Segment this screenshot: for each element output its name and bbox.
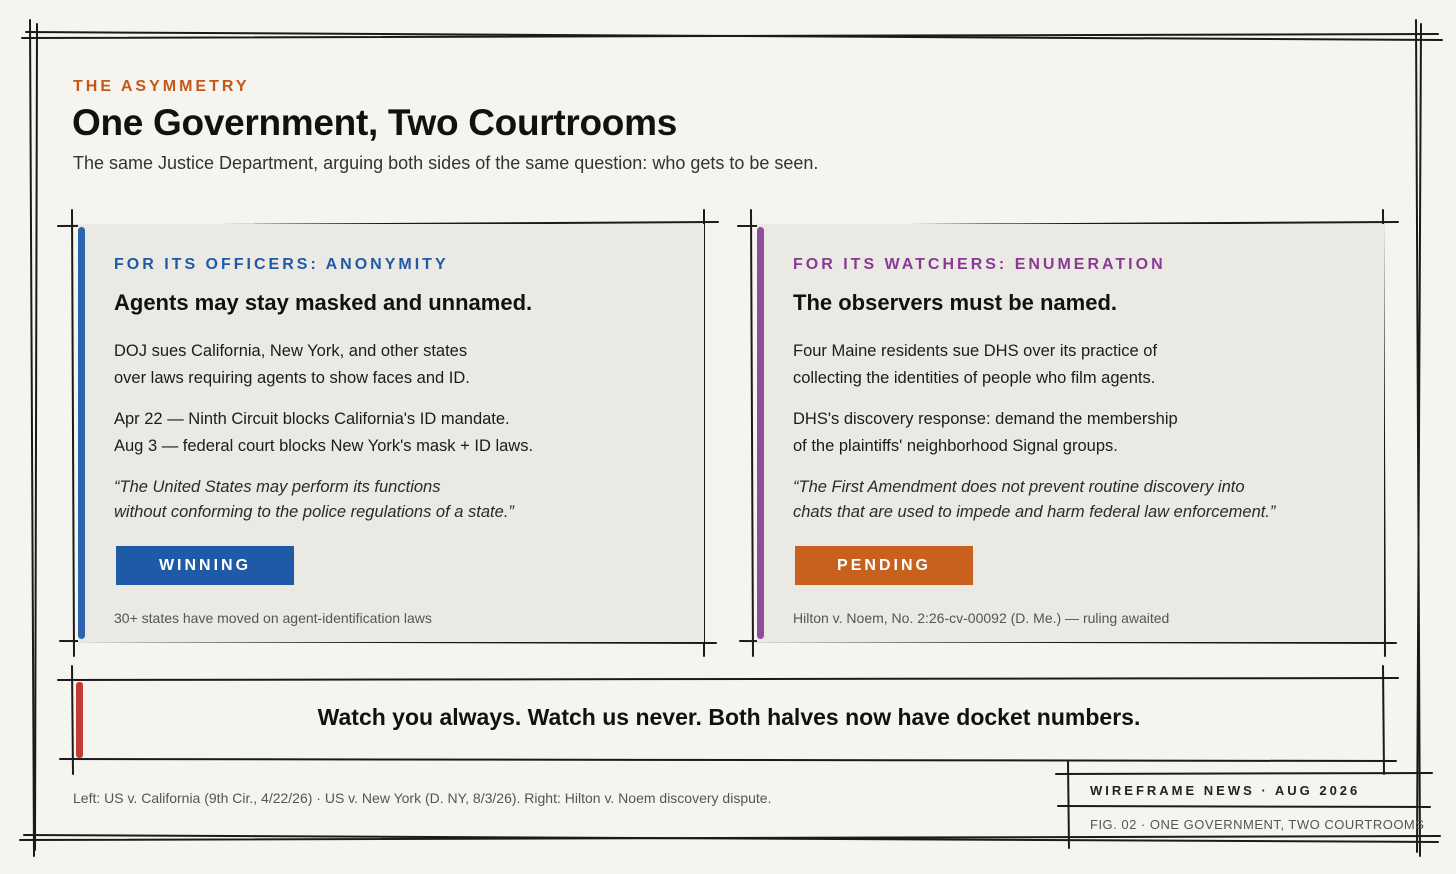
status-badge: PENDING [795,546,973,585]
page-title: One Government, Two Courtrooms [72,102,677,143]
panel-accent-bar [78,227,85,639]
summary-banner [74,680,1384,760]
source-credits: Left: US v. California (9th Cir., 4/22/26) · US v. New York (D. NY, 8/3/26). Right: Hilton v. Noem discovery dispute. [73,790,772,806]
panel-paragraph [793,338,1157,392]
quote-line: “The United States may perform its functions [114,478,441,496]
quote-line: without conforming to the police regulations of a state.” [114,502,514,521]
status-badge: WINNING [116,546,294,585]
panel-footnote: 30+ states have moved on agent-identification laws [114,610,432,626]
panel-quote [793,475,1275,524]
section-kicker: THE ASYMMETRY [73,78,250,95]
panel-headline: Agents may stay masked and unnamed. [114,290,533,315]
page-subtitle: The same Justice Department, arguing both sides of the same question: who gets to be seen. [73,153,819,173]
paragraph-line: collecting the identities of people who film agents. [793,369,1156,387]
panel-kicker: FOR ITS WATCHERS: ENUMERATION [793,256,1166,273]
panel-footnote: Hilton v. Noem, No. 2:26-cv-00092 (D. Me.) — ruling awaited [793,610,1170,626]
watchers-enumeration-panel [757,224,1384,642]
panel-paragraph [114,338,470,392]
paragraph-line: DOJ sues California, New York, and other states [114,342,468,360]
panel-kicker: FOR ITS OFFICERS: ANONYMITY [114,256,449,273]
paragraph-line: DHS's discovery response: demand the membership [793,410,1178,428]
panel-accent-bar [757,227,764,639]
timeline-line: Apr 22 — Ninth Circuit blocks California's ID mandate. [114,410,510,428]
figure-caption: FIG. 02 · ONE GOVERNMENT, TWO COURTROOMS [1090,817,1425,832]
panel-timeline [114,406,533,460]
panel-headline: The observers must be named. [793,290,1117,315]
paragraph-line: Four Maine residents sue DHS over its practice of [793,342,1158,360]
panel-paragraph [793,406,1178,460]
paragraph-line: over laws requiring agents to show faces and ID. [114,369,470,387]
quote-line: “The First Amendment does not prevent routine discovery into [793,478,1245,496]
officers-anonymity-panel [78,224,704,642]
banner-text: Watch you always. Watch us never. Both halves now have docket numbers. [317,704,1141,730]
quote-line: chats that are used to impede and harm federal law enforcement.” [793,502,1276,521]
timeline-line: Aug 3 — federal court blocks New York's mask + ID laws. [114,437,534,455]
brand-label: WIREFRAME NEWS · AUG 2026 [1090,783,1361,798]
paragraph-line: of the plaintiffs' neighborhood Signal groups. [793,437,1118,455]
panel-quote [114,475,514,524]
